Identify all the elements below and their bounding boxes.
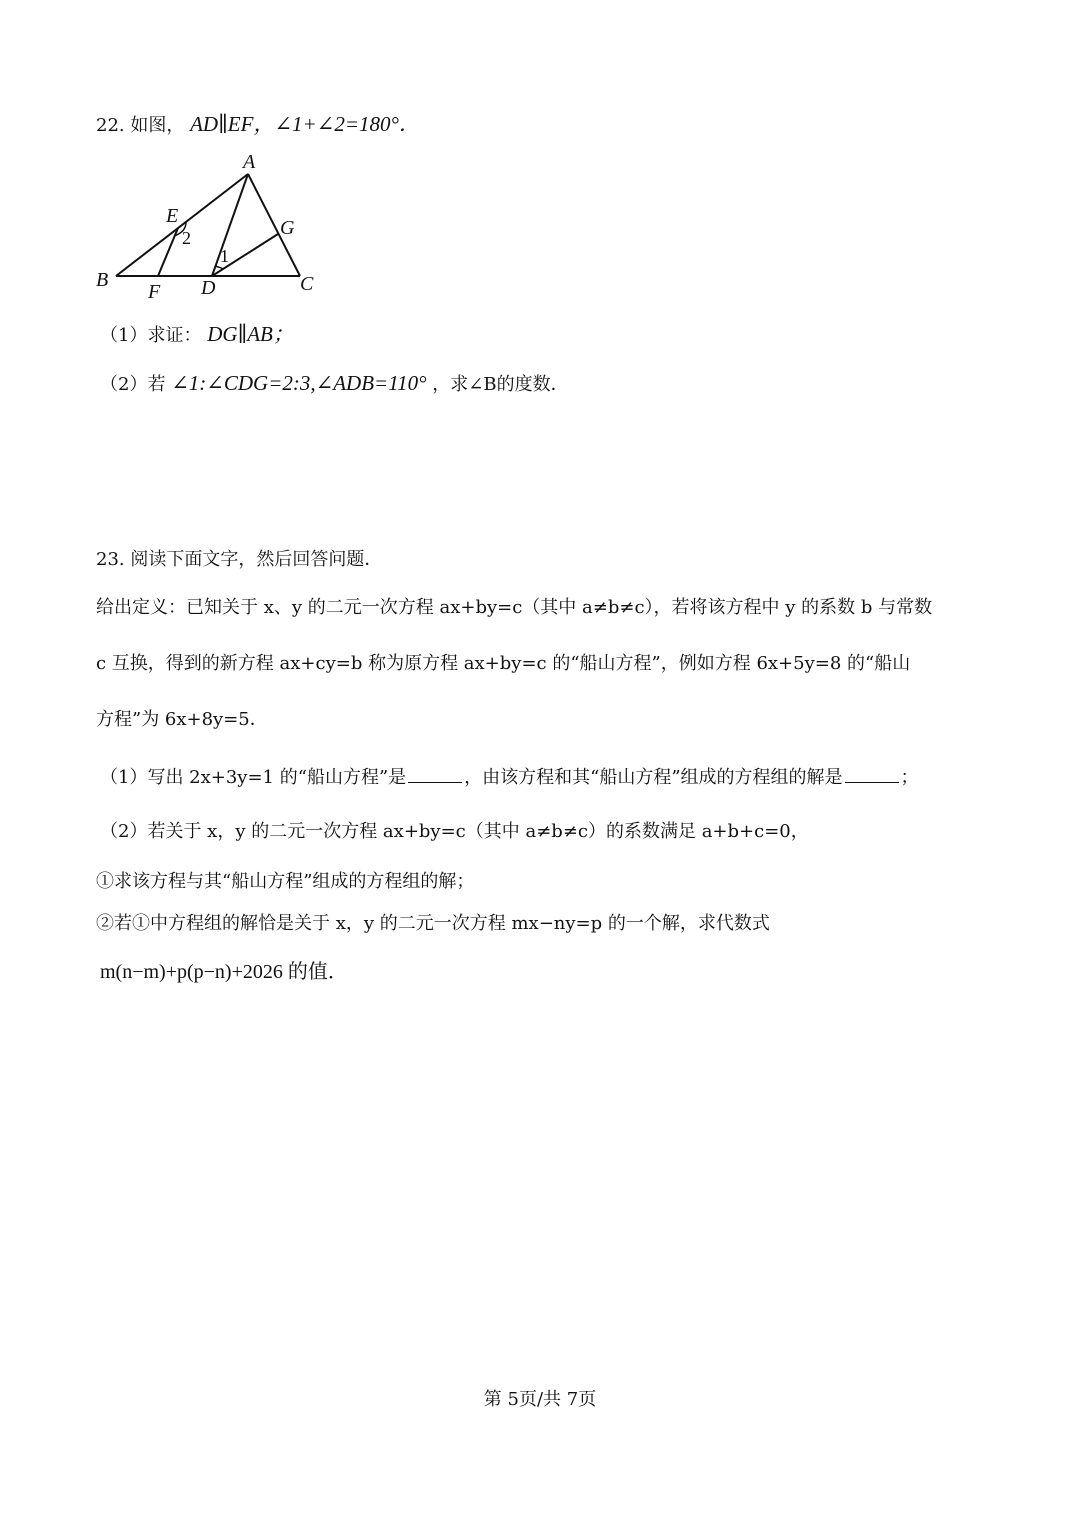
q22-condition: AD∥EF，∠1+∠2=180°． xyxy=(190,112,420,136)
answer-blank-2[interactable] xyxy=(845,764,899,783)
page-number-footer: 第 5页/共 7页 xyxy=(483,1389,597,1410)
q22-part2 xyxy=(100,371,569,397)
label-f: F xyxy=(148,281,161,303)
q22-part2-math: ∠1:∠CDG=2:3,∠ADB=110° xyxy=(171,371,427,395)
q23-definition-2: c 互换，得到的新方程 ax+cy=b 称为原方程 ax+by=c 的“船山方程”，例如方程 6x+5y=8 的“船山 xyxy=(96,653,911,674)
answer-blank-1[interactable] xyxy=(408,764,462,783)
q22-part2-suffix: ，求∠B的度数． xyxy=(432,374,569,395)
label-angle-2: 2 xyxy=(182,228,191,248)
q23-title-line xyxy=(96,548,382,572)
label-b: B xyxy=(96,269,109,291)
q23-definition-3: 方程”为 6x+8y=5． xyxy=(96,709,268,730)
q23-sub2-expression: m(n−m)+p(p−n)+2026 的值． xyxy=(100,961,348,983)
angle-1-arc xyxy=(215,266,223,269)
q22-number: 22. xyxy=(96,115,125,136)
q23-part1-b: ，由该方程和其“船山方程”组成的方程组的解是 xyxy=(464,767,843,788)
geometry-figure xyxy=(92,150,332,308)
q22-part1 xyxy=(100,322,294,348)
q22-intro: 如图， xyxy=(130,115,185,136)
label-c: C xyxy=(300,273,314,295)
segment-ad xyxy=(212,174,248,276)
q22-part2-prefix: （2）若 xyxy=(100,374,166,395)
q22-line xyxy=(96,112,420,138)
q23-part1 xyxy=(100,764,919,790)
label-angle-1: 1 xyxy=(220,246,229,266)
q22-part1-math: DG∥AB； xyxy=(207,322,294,346)
q23-sub1: ①求该方程与其“船山方程”组成的方程组的解； xyxy=(96,871,475,892)
q23-part1-c: ； xyxy=(900,767,919,788)
label-g: G xyxy=(280,217,295,239)
q23-part2: （2）若关于 x，y 的二元一次方程 ax+by=c（其中 a≠b≠c）的系数满足 a+b+c=0， xyxy=(100,821,809,842)
q23-number: 23. xyxy=(96,549,125,570)
label-a: A xyxy=(243,151,256,173)
label-e: E xyxy=(166,205,179,227)
q23-definition-1: 给出定义：已知关于 x、y 的二元一次方程 ax+by=c（其中 a≠b≠c），若将该方程中 y 的系数 b 与常数 xyxy=(96,597,933,618)
q23-sub2: ②若①中方程组的解恰是关于 x，y 的二元一次方程 mx−ny=p 的一个解，求代数式 xyxy=(96,913,770,934)
label-d: D xyxy=(201,277,216,299)
q23-title: 阅读下面文字，然后回答问题． xyxy=(130,549,383,570)
q22-part1-prefix: （1）求证： xyxy=(100,325,202,346)
q23-part1-a: （1）写出 2x+3y=1 的“船山方程”是 xyxy=(100,767,407,788)
